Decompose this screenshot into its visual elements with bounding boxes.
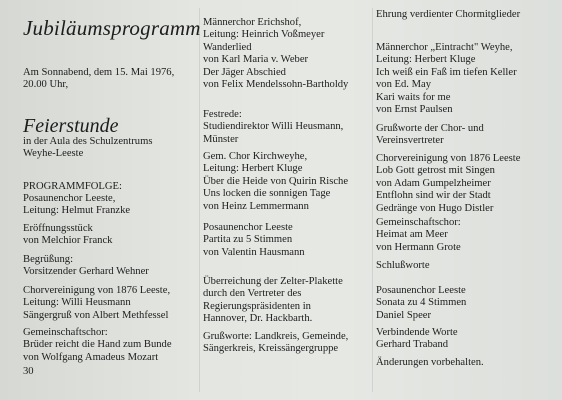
- venue-line: Weyhe-Leeste: [23, 148, 84, 160]
- venue-line: in der Aula des Schulzentrums: [23, 136, 153, 147]
- program-title: Jubiläumsprogramm: [23, 16, 201, 40]
- event-date: [23, 67, 198, 92]
- program-item: Gemeinschaftschor: Brüder reicht die Hand zum Bunde von Wolfgang Amadeus Mozart: [23, 327, 172, 363]
- program-item: Begrüßung: Vorsitzender Gerhard Wehner: [23, 254, 149, 278]
- column-divider: [199, 8, 200, 392]
- program-item: Verbindende Worte Gerhard Traband: [376, 327, 458, 351]
- program-item: Ehrung verdienter Chormitglieder: [376, 9, 521, 20]
- time-line: 20.00 Uhr,: [23, 79, 69, 91]
- program-item: Posaunenchor Leeste Sonata zu 4 Stimmen Daniel Speer: [376, 285, 467, 321]
- program-item: Festrede: Studiendirektor Willi Heusmann, Münster: [203, 109, 344, 145]
- feierstunde-heading: Feierstunde: [23, 115, 119, 137]
- program-item: Gemeinschaftschor: Heimat am Meer von Hermann Grote: [376, 217, 461, 253]
- program-item: Schlußworte: [376, 260, 430, 271]
- program-item: Änderungen vorbehalten.: [376, 357, 484, 368]
- program-item: Überreichung der Zelter-Plakette durch den Vertreter des Regierungspräsidenten in Hannover, Dr. Hackbarth.: [203, 276, 343, 325]
- program-item: Posaunenchor Leeste, Leitung: Helmut Franzke: [23, 193, 131, 217]
- date-line: Am Sonnabend, dem 15. Mai 1976,: [23, 67, 175, 78]
- program-item: Grußworte: Landkreis, Gemeinde, Sängerkreis, Kreissängergruppe: [203, 331, 349, 355]
- program-item: Grußworte der Chor- und Vereinsvertreter: [376, 123, 484, 147]
- program-item: Männerchor Erichshof, Leitung: Heinrich Voßmeyer Wanderlied von Karl Maria v. Weber Der Jäger Abschied von Felix Mendelssohn-Bartholdy: [203, 17, 349, 91]
- program-item: Gem. Chor Kirchweyhe, Leitung: Herbert Kluge Über die Heide von Quirin Rische Uns locken die sonnigen Tage von Heinz Lemmermann: [203, 151, 349, 212]
- program-item: Männerchor „Eintracht" Weyhe, Leitung: Herbert Kluge Ich weiß ein Faß im tiefen Keller von Ed. May Kari waits for me von Ernst Paulsen: [376, 42, 517, 116]
- program-item: Chorvereinigung von 1876 Leeste Lob Gott getrost mit Singen von Adam Gumpelzheimer Entflohn sind wir der Stadt Gedränge von Hugo Distler: [376, 153, 521, 214]
- program-item: Posaunenchor Leeste Partita zu 5 Stimmen von Valentin Hausmann: [203, 222, 305, 258]
- programmfolge-heading: PROGRAMMFOLGE:: [23, 181, 122, 192]
- program-item: Chorvereinigung von 1876 Leeste, Leitung: Willi Heusmann Sängergruß von Albert Methfessel: [23, 285, 171, 321]
- page-number: 30: [23, 366, 34, 377]
- venue: [23, 136, 198, 161]
- program-item: Eröffnungsstück von Melchior Franck: [23, 223, 113, 247]
